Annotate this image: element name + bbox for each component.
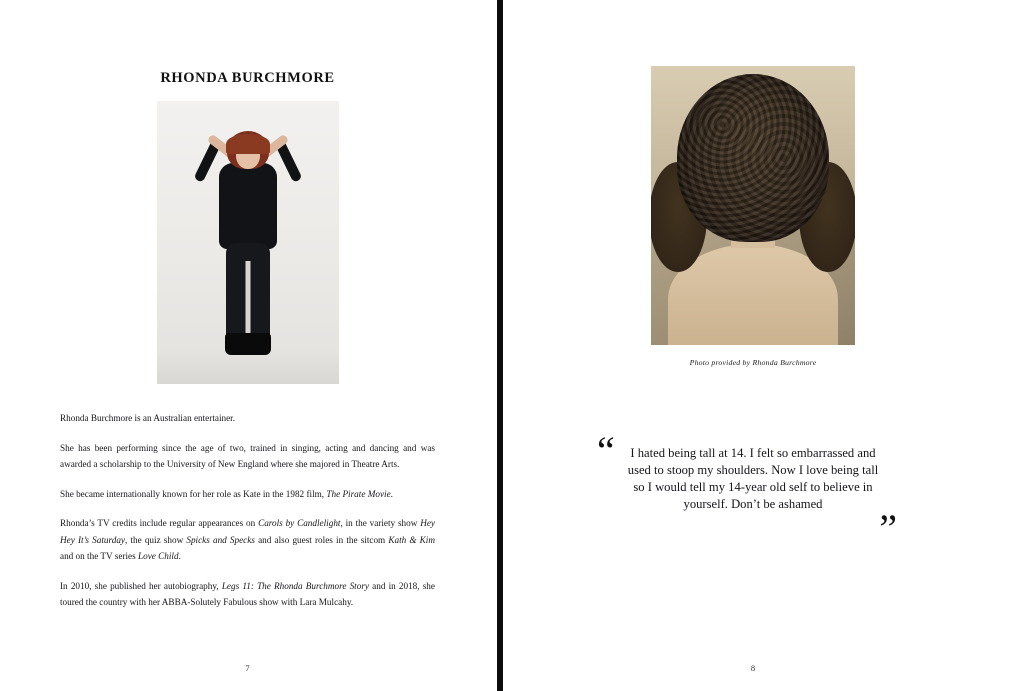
paragraph-1: Rhonda Burchmore is an Australian entertainer. — [60, 413, 236, 423]
paragraph-5: In 2010, she published her autobiography, Legs 11: The Rhonda Burchmore Story and in 2018, she toured the country with her ABBA-Solutely Fabulous show with Lara Mulcahy. — [60, 580, 435, 607]
pull-quote-block — [597, 428, 903, 551]
pull-quote-text: I hated being tall at 14. I felt so embarrassed and used to stoop my shoulders. Now I love being tall so I would tell my 14-year old self to believe in yourself. Don’t be ashamed — [627, 446, 879, 511]
paragraph-3: She became internationally known for her role as Kate in the 1982 film, The Pirate Movie. — [60, 488, 393, 499]
archive-photo-container — [563, 66, 943, 345]
page-title: RHONDA BURCHMORE — [160, 70, 335, 86]
paragraph-2: She has been performing since the age of two, trained in singing, acting and dancing and was awarded a scholarship to the University of New England where she majored in Theatre Arts. — [60, 442, 435, 469]
quote-close-icon: ” — [879, 506, 897, 551]
paragraph-4: Rhonda’s TV credits include regular appearances on Carols by Candlelight, in the variety show Hey Hey It’s Saturday, the quiz show Spicks and Specks and also guest roles in the sitcom Kath & Kim and on the TV series Love Child. — [60, 518, 435, 561]
quote-open-icon: “ — [597, 428, 615, 473]
biography-text — [60, 410, 435, 611]
right-page — [503, 0, 1010, 691]
photo-caption: Photo provided by Rhonda Burchmore — [689, 358, 817, 367]
young-rhonda-burchmore-sepia-portrait-image — [651, 66, 855, 345]
page-number-left: 7 — [245, 663, 250, 673]
rhonda-burchmore-standing-portrait-image — [157, 101, 339, 384]
left-page — [0, 0, 497, 691]
portrait-photo-container — [60, 101, 435, 384]
page-number-right: 8 — [750, 663, 756, 673]
